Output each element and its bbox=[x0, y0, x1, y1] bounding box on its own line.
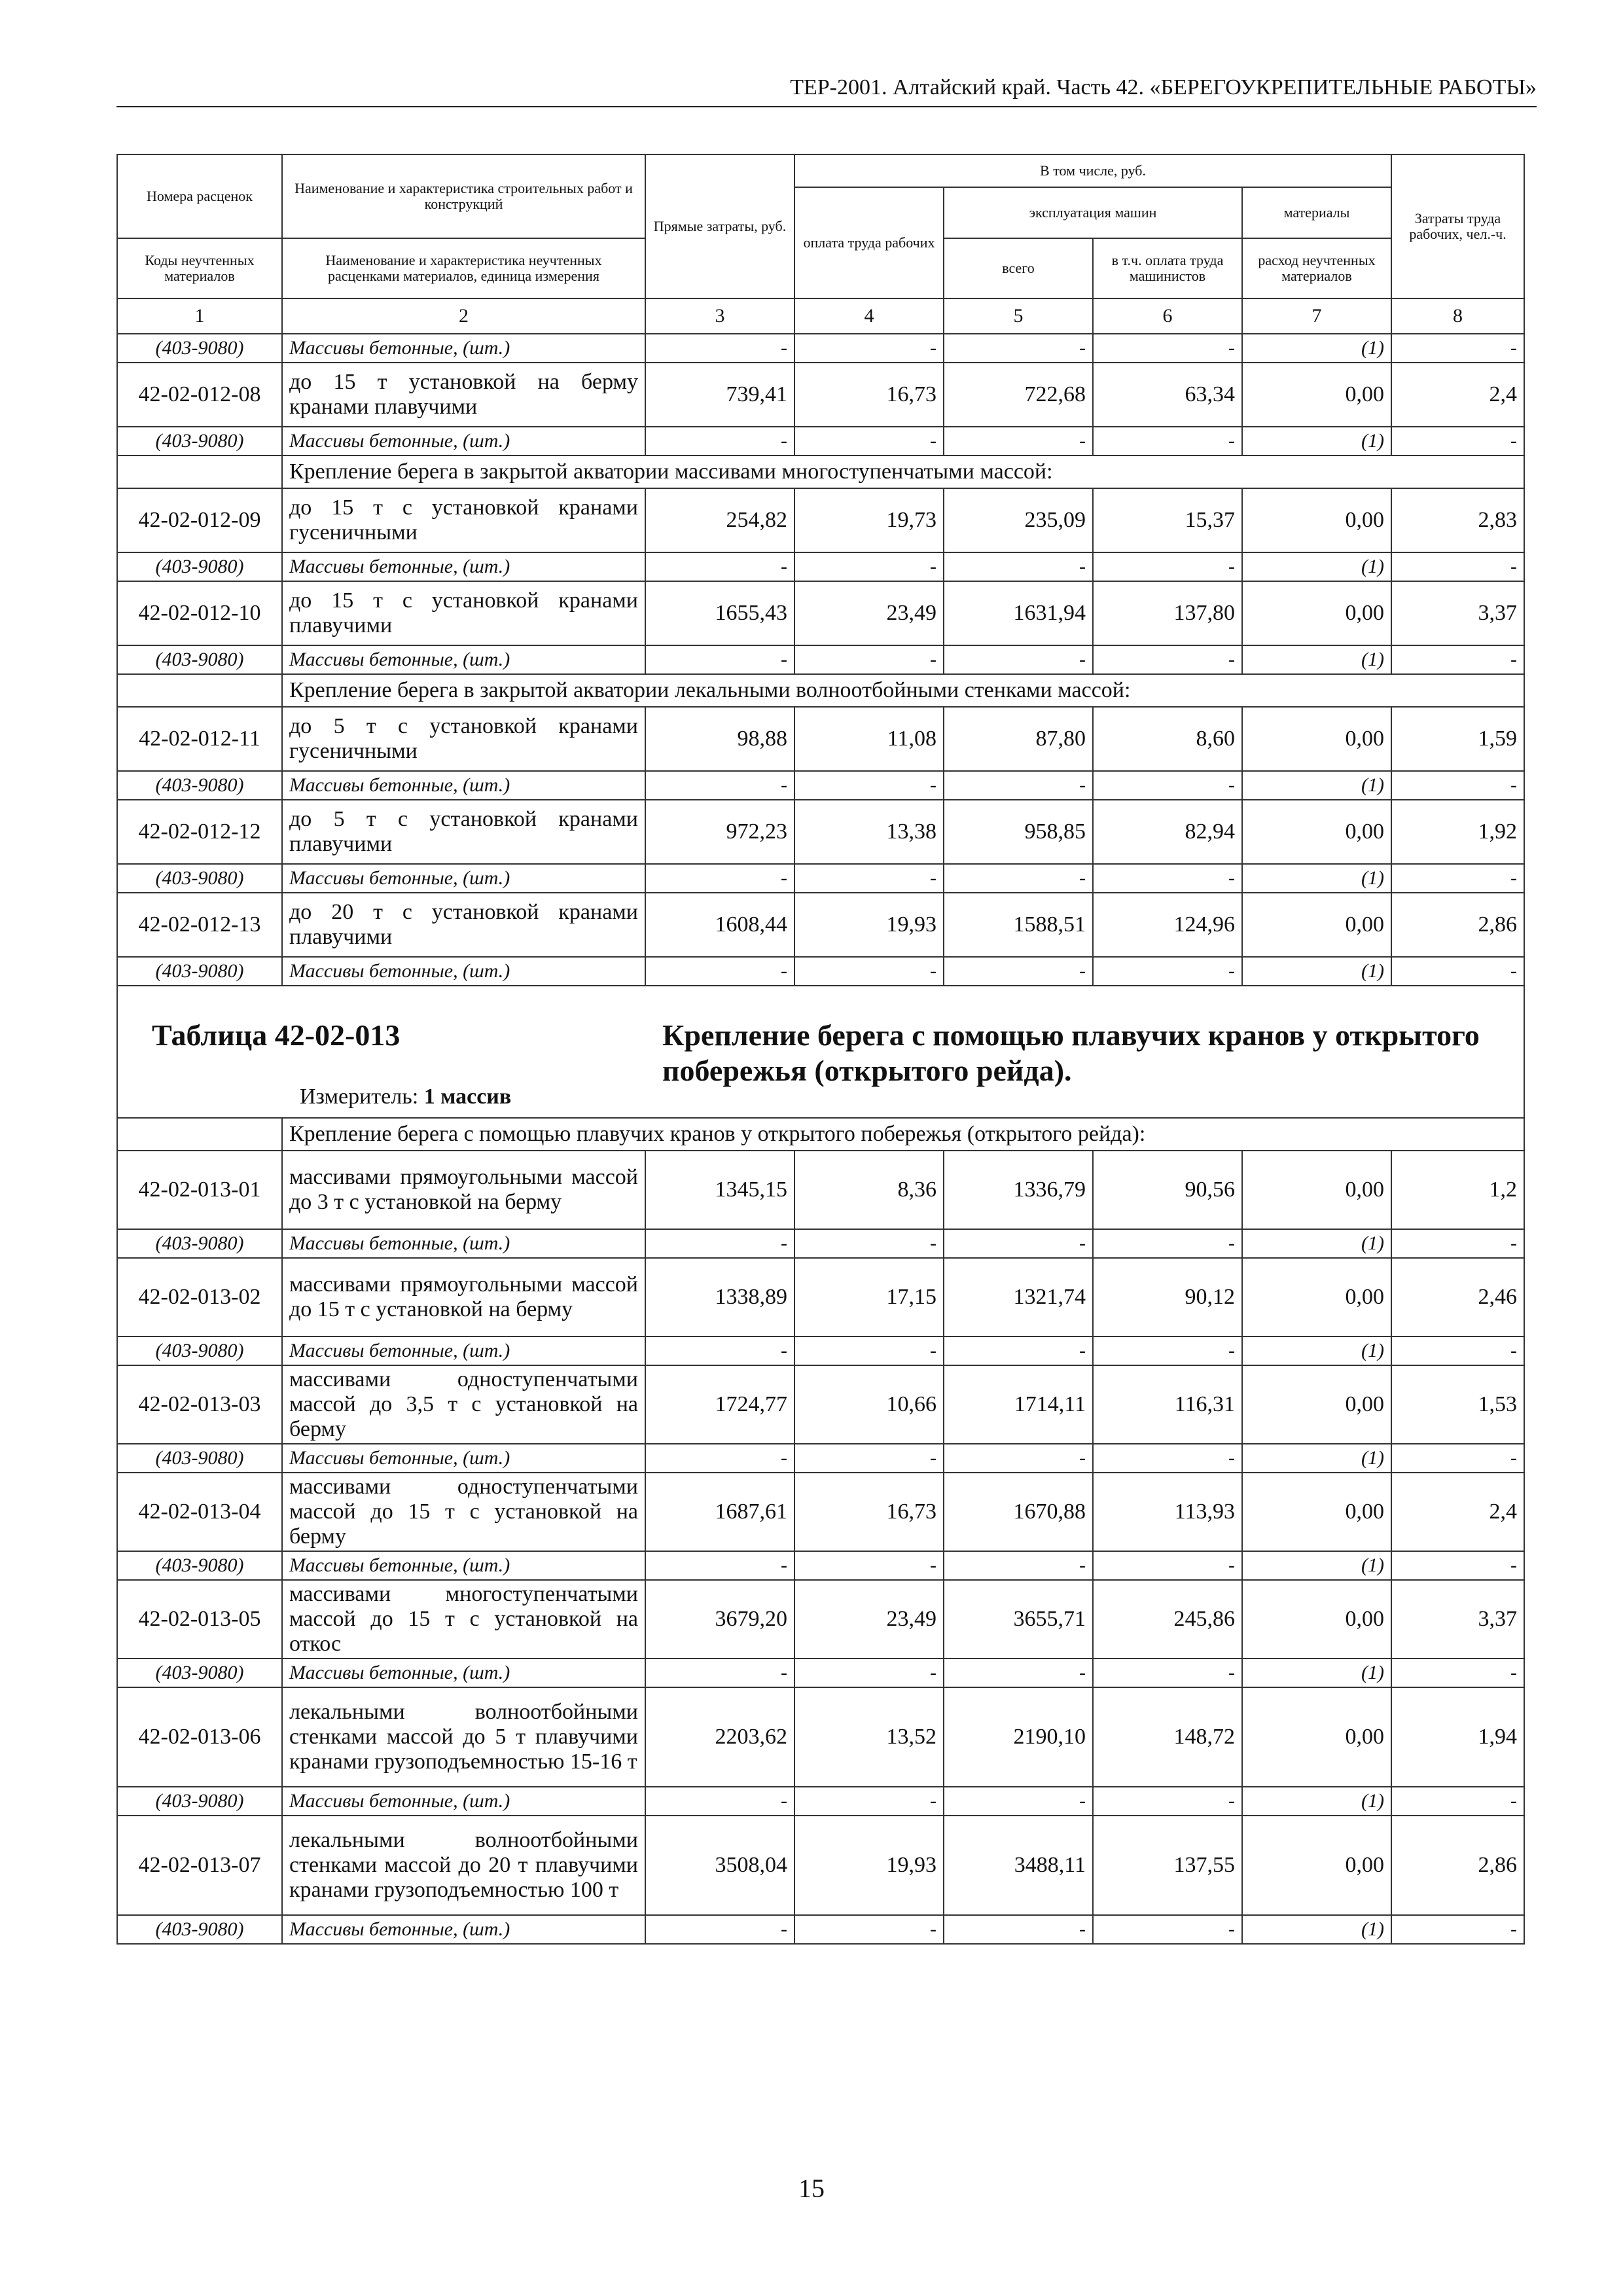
material-dash: - bbox=[944, 864, 1093, 893]
rate-description: до 15 т с установкой кранами плавучими bbox=[282, 581, 645, 645]
rate-row bbox=[117, 581, 1524, 645]
direct-cost: 98,88 bbox=[645, 707, 794, 771]
rate-code: 42-02-013-05 bbox=[117, 1580, 282, 1659]
direct-cost: 3508,04 bbox=[645, 1816, 794, 1915]
material-code: (403-9080) bbox=[117, 1444, 282, 1473]
labor-hours: 2,86 bbox=[1391, 1816, 1524, 1915]
labor-pay: 23,49 bbox=[794, 581, 944, 645]
machine-total: 1631,94 bbox=[944, 581, 1093, 645]
rate-description: до 15 т с установкой кранами гусеничными bbox=[282, 488, 645, 552]
col-mat-unaccounted-header: расход неучтенных материалов bbox=[1242, 238, 1391, 298]
labor-pay: 13,38 bbox=[794, 800, 944, 864]
section-spacer bbox=[117, 674, 282, 707]
direct-cost: 1338,89 bbox=[645, 1258, 794, 1336]
rate-code: 42-02-012-09 bbox=[117, 488, 282, 552]
col-number: 5 bbox=[944, 298, 1093, 334]
table-title-cell bbox=[117, 986, 1524, 1118]
col-number: 7 bbox=[1242, 298, 1391, 334]
material-row bbox=[117, 1659, 1524, 1687]
rate-row bbox=[117, 893, 1524, 957]
materials-cost: 0,00 bbox=[1242, 1365, 1391, 1444]
direct-cost: 1345,15 bbox=[645, 1151, 794, 1229]
material-code: (403-9080) bbox=[117, 645, 282, 674]
rate-description: массивами прямоугольными массой до 15 т с установкой на берму bbox=[282, 1258, 645, 1336]
material-code: (403-9080) bbox=[117, 957, 282, 986]
labor-hours: 2,4 bbox=[1391, 363, 1524, 427]
rate-row bbox=[117, 707, 1524, 771]
table-header bbox=[117, 154, 1524, 334]
rate-row bbox=[117, 1580, 1524, 1659]
col-number: 3 bbox=[645, 298, 794, 334]
col-incl-header: В том числе, руб. bbox=[794, 154, 1391, 187]
col-number: 2 bbox=[282, 298, 645, 334]
material-dash: - bbox=[944, 1336, 1093, 1365]
material-dash: - bbox=[944, 552, 1093, 581]
rate-row bbox=[117, 1365, 1524, 1444]
material-dash: - bbox=[794, 1551, 944, 1580]
material-dash: - bbox=[794, 1336, 944, 1365]
materials-cost: 0,00 bbox=[1242, 363, 1391, 427]
labor-pay: 19,73 bbox=[794, 488, 944, 552]
labor-hours: 2,83 bbox=[1391, 488, 1524, 552]
material-dash: - bbox=[944, 427, 1093, 456]
price-table bbox=[116, 154, 1525, 1945]
material-dash: - bbox=[794, 552, 944, 581]
machinist-pay: 113,93 bbox=[1093, 1473, 1242, 1551]
material-dash: - bbox=[794, 771, 944, 800]
material-dash: - bbox=[794, 1229, 944, 1258]
section-header-row bbox=[117, 674, 1524, 707]
rate-description: до 20 т с установкой кранами плавучими bbox=[282, 893, 645, 957]
material-dash: - bbox=[794, 1659, 944, 1687]
material-row bbox=[117, 864, 1524, 893]
section-spacer bbox=[117, 456, 282, 488]
material-dash: - bbox=[944, 957, 1093, 986]
material-dash: - bbox=[645, 334, 794, 363]
unit-value: 1 массив bbox=[423, 1085, 512, 1109]
material-row bbox=[117, 1915, 1524, 1944]
material-qty: (1) bbox=[1242, 1551, 1391, 1580]
material-code: (403-9080) bbox=[117, 864, 282, 893]
machinist-pay: 63,34 bbox=[1093, 363, 1242, 427]
material-name: Массивы бетонные, (шт.) bbox=[282, 1444, 645, 1473]
direct-cost: 1655,43 bbox=[645, 581, 794, 645]
material-dash: - bbox=[794, 334, 944, 363]
direct-cost: 972,23 bbox=[645, 800, 794, 864]
machinist-pay: 137,55 bbox=[1093, 1816, 1242, 1915]
material-row bbox=[117, 1787, 1524, 1816]
material-dash: - bbox=[645, 957, 794, 986]
material-dash: - bbox=[645, 552, 794, 581]
labor-hours: 1,59 bbox=[1391, 707, 1524, 771]
material-dash: - bbox=[1391, 645, 1524, 674]
labor-hours: 3,37 bbox=[1391, 581, 1524, 645]
rate-row bbox=[117, 1473, 1524, 1551]
machine-total: 722,68 bbox=[944, 363, 1093, 427]
material-name: Массивы бетонные, (шт.) bbox=[282, 1336, 645, 1365]
material-name: Массивы бетонные, (шт.) bbox=[282, 1915, 645, 1944]
machine-total: 1321,74 bbox=[944, 1258, 1093, 1336]
material-dash: - bbox=[1093, 1229, 1242, 1258]
rate-code: 42-02-012-08 bbox=[117, 363, 282, 427]
material-dash: - bbox=[1093, 1659, 1242, 1687]
material-qty: (1) bbox=[1242, 864, 1391, 893]
labor-pay: 17,15 bbox=[794, 1258, 944, 1336]
rate-code: 42-02-013-01 bbox=[117, 1151, 282, 1229]
materials-cost: 0,00 bbox=[1242, 800, 1391, 864]
labor-hours: 2,4 bbox=[1391, 1473, 1524, 1551]
material-dash: - bbox=[1093, 1915, 1242, 1944]
material-dash: - bbox=[1391, 1444, 1524, 1473]
machinist-pay: 137,80 bbox=[1093, 581, 1242, 645]
rate-description: до 5 т с установкой кранами гусеничными bbox=[282, 707, 645, 771]
direct-cost: 2203,62 bbox=[645, 1687, 794, 1787]
material-qty: (1) bbox=[1242, 645, 1391, 674]
machine-total: 1714,11 bbox=[944, 1365, 1093, 1444]
table-title: Крепление берега с помощью плавучих кранов у открытого побережья (открытого рейда). bbox=[662, 1018, 1480, 1087]
material-row bbox=[117, 1336, 1524, 1365]
material-dash: - bbox=[645, 1444, 794, 1473]
material-dash: - bbox=[1391, 957, 1524, 986]
labor-hours: 1,92 bbox=[1391, 800, 1524, 864]
table-title-wrap bbox=[124, 986, 1517, 1117]
material-dash: - bbox=[944, 1444, 1093, 1473]
materials-cost: 0,00 bbox=[1242, 1816, 1391, 1915]
material-qty: (1) bbox=[1242, 1659, 1391, 1687]
material-dash: - bbox=[794, 427, 944, 456]
materials-cost: 0,00 bbox=[1242, 1258, 1391, 1336]
direct-cost: 1724,77 bbox=[645, 1365, 794, 1444]
material-code: (403-9080) bbox=[117, 1229, 282, 1258]
material-dash: - bbox=[1391, 427, 1524, 456]
machinist-pay: 148,72 bbox=[1093, 1687, 1242, 1787]
material-qty: (1) bbox=[1242, 1915, 1391, 1944]
material-dash: - bbox=[794, 1915, 944, 1944]
material-code: (403-9080) bbox=[117, 334, 282, 363]
rate-description: до 5 т с установкой кранами плавучими bbox=[282, 800, 645, 864]
material-row bbox=[117, 1444, 1524, 1473]
rate-code: 42-02-012-13 bbox=[117, 893, 282, 957]
section-spacer bbox=[117, 1118, 282, 1151]
labor-pay: 10,66 bbox=[794, 1365, 944, 1444]
machinist-pay: 245,86 bbox=[1093, 1580, 1242, 1659]
material-dash: - bbox=[1093, 645, 1242, 674]
material-row bbox=[117, 427, 1524, 456]
material-row bbox=[117, 1229, 1524, 1258]
material-dash: - bbox=[645, 1659, 794, 1687]
rate-row bbox=[117, 363, 1524, 427]
rate-description: лекальными волноотбойными стенками массой до 20 т плавучими кранами грузоподъемностью 100 т bbox=[282, 1816, 645, 1915]
materials-cost: 0,00 bbox=[1242, 1687, 1391, 1787]
material-dash: - bbox=[1093, 552, 1242, 581]
material-row bbox=[117, 771, 1524, 800]
material-dash: - bbox=[794, 864, 944, 893]
material-row bbox=[117, 552, 1524, 581]
machine-total: 87,80 bbox=[944, 707, 1093, 771]
material-dash: - bbox=[645, 1787, 794, 1816]
section-title: Крепление берега в закрытой акватории лекальными волноотбойными стенками массой: bbox=[282, 674, 1524, 707]
labor-hours: 3,37 bbox=[1391, 1580, 1524, 1659]
material-code: (403-9080) bbox=[117, 552, 282, 581]
labor-hours: 1,2 bbox=[1391, 1151, 1524, 1229]
rate-description: массивами прямоугольными массой до 3 т с установкой на берму bbox=[282, 1151, 645, 1229]
material-dash: - bbox=[1391, 1659, 1524, 1687]
rate-row bbox=[117, 488, 1524, 552]
machine-total: 235,09 bbox=[944, 488, 1093, 552]
material-name: Массивы бетонные, (шт.) bbox=[282, 427, 645, 456]
direct-cost: 1608,44 bbox=[645, 893, 794, 957]
rate-description: массивами одноступенчатыми массой до 3,5 т с установкой на берму bbox=[282, 1365, 645, 1444]
machine-total: 2190,10 bbox=[944, 1687, 1093, 1787]
material-dash: - bbox=[645, 1336, 794, 1365]
table-number: Таблица 42-02-013 bbox=[152, 1018, 401, 1052]
material-dash: - bbox=[944, 1229, 1093, 1258]
labor-pay: 16,73 bbox=[794, 363, 944, 427]
material-code: (403-9080) bbox=[117, 771, 282, 800]
material-dash: - bbox=[1391, 552, 1524, 581]
material-dash: - bbox=[1391, 1551, 1524, 1580]
page-number: 15 bbox=[798, 2174, 825, 2203]
direct-cost: 739,41 bbox=[645, 363, 794, 427]
materials-cost: 0,00 bbox=[1242, 1580, 1391, 1659]
materials-cost: 0,00 bbox=[1242, 707, 1391, 771]
machinist-pay: 116,31 bbox=[1093, 1365, 1242, 1444]
material-name: Массивы бетонные, (шт.) bbox=[282, 864, 645, 893]
rate-code: 42-02-013-02 bbox=[117, 1258, 282, 1336]
labor-pay: 16,73 bbox=[794, 1473, 944, 1551]
material-dash: - bbox=[944, 1659, 1093, 1687]
material-dash: - bbox=[1093, 771, 1242, 800]
material-qty: (1) bbox=[1242, 1336, 1391, 1365]
material-name: Массивы бетонные, (шт.) bbox=[282, 957, 645, 986]
material-dash: - bbox=[645, 1551, 794, 1580]
col-name-header: Наименование и характеристика строительных работ и конструкций bbox=[282, 154, 645, 238]
machine-total: 958,85 bbox=[944, 800, 1093, 864]
material-dash: - bbox=[1391, 1229, 1524, 1258]
direct-cost: 3679,20 bbox=[645, 1580, 794, 1659]
material-dash: - bbox=[1093, 957, 1242, 986]
col-code-header: Номера расценок bbox=[117, 154, 282, 238]
col-number: 4 bbox=[794, 298, 944, 334]
col-labor-header: оплата труда рабочих bbox=[794, 187, 944, 298]
rate-row bbox=[117, 1151, 1524, 1229]
direct-cost: 254,82 bbox=[645, 488, 794, 552]
rate-code: 42-02-013-07 bbox=[117, 1816, 282, 1915]
labor-hours: 1,53 bbox=[1391, 1365, 1524, 1444]
rate-code: 42-02-012-12 bbox=[117, 800, 282, 864]
labor-pay: 11,08 bbox=[794, 707, 944, 771]
machine-total: 3488,11 bbox=[944, 1816, 1093, 1915]
material-dash: - bbox=[1093, 334, 1242, 363]
materials-cost: 0,00 bbox=[1242, 1473, 1391, 1551]
col-code-mat-header: Коды неучтенных материалов bbox=[117, 238, 282, 298]
rate-description: до 15 т установкой на берму кранами плавучими bbox=[282, 363, 645, 427]
material-dash: - bbox=[794, 957, 944, 986]
col-name-mat-header: Наименование и характеристика неучтенных расценками материалов, единица измерения bbox=[282, 238, 645, 298]
direct-cost: 1687,61 bbox=[645, 1473, 794, 1551]
material-dash: - bbox=[794, 1787, 944, 1816]
material-dash: - bbox=[1391, 1336, 1524, 1365]
material-dash: - bbox=[1391, 1915, 1524, 1944]
machinist-pay: 15,37 bbox=[1093, 488, 1242, 552]
unit-line bbox=[300, 1085, 511, 1109]
running-header: ТЕР-2001. Алтайский край. Часть 42. «БЕРЕГОУКРЕПИТЕЛЬНЫЕ РАБОТЫ» bbox=[116, 73, 1537, 107]
material-dash: - bbox=[1093, 1444, 1242, 1473]
col-number: 8 bbox=[1391, 298, 1524, 334]
material-dash: - bbox=[1093, 864, 1242, 893]
material-name: Массивы бетонные, (шт.) bbox=[282, 771, 645, 800]
material-row bbox=[117, 645, 1524, 674]
material-dash: - bbox=[1093, 1336, 1242, 1365]
material-dash: - bbox=[645, 1915, 794, 1944]
material-name: Массивы бетонные, (шт.) bbox=[282, 1229, 645, 1258]
col-materials-header: материалы bbox=[1242, 187, 1391, 238]
material-row bbox=[117, 334, 1524, 363]
section-title: Крепление берега в закрытой акватории массивами многоступенчатыми массой: bbox=[282, 456, 1524, 488]
machinist-pay: 90,56 bbox=[1093, 1151, 1242, 1229]
material-dash: - bbox=[645, 864, 794, 893]
material-qty: (1) bbox=[1242, 771, 1391, 800]
machinist-pay: 8,60 bbox=[1093, 707, 1242, 771]
material-qty: (1) bbox=[1242, 427, 1391, 456]
labor-pay: 13,52 bbox=[794, 1687, 944, 1787]
rate-code: 42-02-012-10 bbox=[117, 581, 282, 645]
machine-total: 1336,79 bbox=[944, 1151, 1093, 1229]
col-machines-header: эксплуатация машин bbox=[944, 187, 1242, 238]
table-body bbox=[117, 334, 1524, 1944]
material-name: Массивы бетонные, (шт.) bbox=[282, 1659, 645, 1687]
materials-cost: 0,00 bbox=[1242, 1151, 1391, 1229]
material-name: Массивы бетонные, (шт.) bbox=[282, 552, 645, 581]
unit-label: Измеритель: bbox=[300, 1085, 419, 1109]
material-qty: (1) bbox=[1242, 957, 1391, 986]
materials-cost: 0,00 bbox=[1242, 581, 1391, 645]
material-code: (403-9080) bbox=[117, 427, 282, 456]
rate-description: массивами многоступенчатыми массой до 15 т с установкой на откос bbox=[282, 1580, 645, 1659]
material-dash: - bbox=[1093, 427, 1242, 456]
labor-pay: 19,93 bbox=[794, 893, 944, 957]
labor-pay: 23,49 bbox=[794, 1580, 944, 1659]
material-dash: - bbox=[944, 1787, 1093, 1816]
material-dash: - bbox=[1391, 771, 1524, 800]
material-dash: - bbox=[645, 645, 794, 674]
material-code: (403-9080) bbox=[117, 1551, 282, 1580]
machine-total: 1588,51 bbox=[944, 893, 1093, 957]
material-name: Массивы бетонные, (шт.) bbox=[282, 645, 645, 674]
labor-hours: 1,94 bbox=[1391, 1687, 1524, 1787]
material-dash: - bbox=[645, 427, 794, 456]
machinist-pay: 90,12 bbox=[1093, 1258, 1242, 1336]
material-dash: - bbox=[944, 334, 1093, 363]
material-dash: - bbox=[1391, 1787, 1524, 1816]
machinist-pay: 124,96 bbox=[1093, 893, 1242, 957]
labor-pay: 19,93 bbox=[794, 1816, 944, 1915]
rate-row bbox=[117, 800, 1524, 864]
labor-pay: 8,36 bbox=[794, 1151, 944, 1229]
machinist-pay: 82,94 bbox=[1093, 800, 1242, 864]
material-dash: - bbox=[794, 645, 944, 674]
material-qty: (1) bbox=[1242, 1444, 1391, 1473]
col-mach-labor-header: в т.ч. оплата труда машинистов bbox=[1093, 238, 1242, 298]
rate-code: 42-02-013-03 bbox=[117, 1365, 282, 1444]
material-dash: - bbox=[794, 1444, 944, 1473]
rate-row bbox=[117, 1816, 1524, 1915]
rate-code: 42-02-013-04 bbox=[117, 1473, 282, 1551]
materials-cost: 0,00 bbox=[1242, 893, 1391, 957]
section-title: Крепление берега с помощью плавучих кранов у открытого побережья (открытого рейда): bbox=[282, 1118, 1524, 1151]
material-dash: - bbox=[944, 1915, 1093, 1944]
machine-total: 3655,71 bbox=[944, 1580, 1093, 1659]
col-direct-header: Прямые затраты, руб. bbox=[645, 154, 794, 298]
material-dash: - bbox=[944, 1551, 1093, 1580]
material-dash: - bbox=[645, 771, 794, 800]
material-name: Массивы бетонные, (шт.) bbox=[282, 1551, 645, 1580]
material-qty: (1) bbox=[1242, 1787, 1391, 1816]
rate-description: лекальными волноотбойными стенками массой до 5 т плавучими кранами грузоподъемностью 15-16 т bbox=[282, 1687, 645, 1787]
rate-row bbox=[117, 1687, 1524, 1787]
material-dash: - bbox=[645, 1229, 794, 1258]
material-dash: - bbox=[1093, 1551, 1242, 1580]
rate-description: массивами одноступенчатыми массой до 15 т с установкой на берму bbox=[282, 1473, 645, 1551]
material-qty: (1) bbox=[1242, 334, 1391, 363]
section-header-row bbox=[117, 456, 1524, 488]
table-title-block bbox=[117, 986, 1524, 1118]
machine-total: 1670,88 bbox=[944, 1473, 1093, 1551]
material-qty: (1) bbox=[1242, 552, 1391, 581]
material-dash: - bbox=[944, 645, 1093, 674]
material-qty: (1) bbox=[1242, 1229, 1391, 1258]
material-dash: - bbox=[1391, 864, 1524, 893]
material-row bbox=[117, 957, 1524, 986]
material-name: Массивы бетонные, (шт.) bbox=[282, 1787, 645, 1816]
col-number: 1 bbox=[117, 298, 282, 334]
rate-row bbox=[117, 1258, 1524, 1336]
col-number: 6 bbox=[1093, 298, 1242, 334]
material-name: Массивы бетонные, (шт.) bbox=[282, 334, 645, 363]
section-header-row bbox=[117, 1118, 1524, 1151]
col-laborcost-header: Затраты труда рабочих, чел.-ч. bbox=[1391, 154, 1524, 298]
material-dash: - bbox=[944, 771, 1093, 800]
material-code: (403-9080) bbox=[117, 1336, 282, 1365]
column-number-row bbox=[117, 298, 1524, 334]
labor-hours: 2,86 bbox=[1391, 893, 1524, 957]
material-dash: - bbox=[1093, 1787, 1242, 1816]
material-code: (403-9080) bbox=[117, 1915, 282, 1944]
labor-hours: 2,46 bbox=[1391, 1258, 1524, 1336]
col-mach-total-header: всего bbox=[944, 238, 1093, 298]
rate-code: 42-02-012-11 bbox=[117, 707, 282, 771]
material-code: (403-9080) bbox=[117, 1787, 282, 1816]
material-code: (403-9080) bbox=[117, 1659, 282, 1687]
material-row bbox=[117, 1551, 1524, 1580]
rate-code: 42-02-013-06 bbox=[117, 1687, 282, 1787]
material-dash: - bbox=[1391, 334, 1524, 363]
materials-cost: 0,00 bbox=[1242, 488, 1391, 552]
